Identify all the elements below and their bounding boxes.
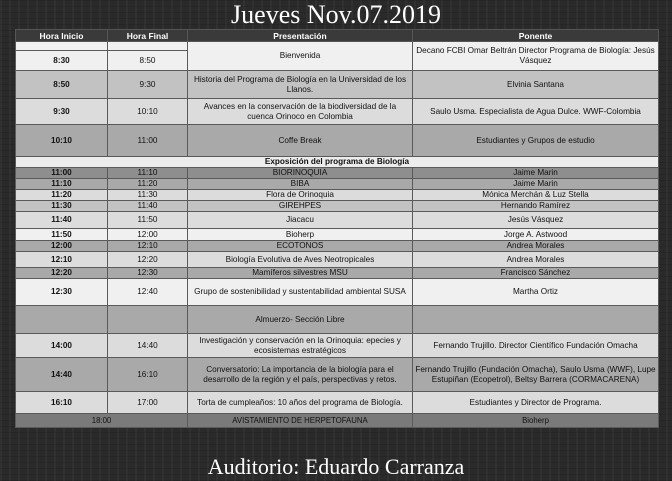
table-row (16, 392, 659, 414)
spacer-cell (16, 42, 108, 51)
table-row (16, 252, 659, 268)
presentacion-cell: Torta de cumpleaños: 10 años del programa de Biología. (188, 392, 413, 414)
ponente-cell: Martha Ortiz (413, 279, 659, 306)
table-row (16, 201, 659, 212)
section-header-row (16, 157, 659, 168)
table-row (16, 99, 659, 125)
table-row (16, 241, 659, 252)
hora-inicio-cell: 9:30 (16, 99, 108, 125)
presentacion-cell: Coffe Break (188, 125, 413, 157)
ponente-cell: Mónica Merchán & Luz Stella (413, 190, 659, 201)
hora-inicio-cell: 12:30 (16, 279, 108, 306)
hora-final-cell: 11:40 (108, 201, 188, 212)
ponente-cell: Estudiantes y Director de Programa. (413, 392, 659, 414)
hora-inicio-cell (16, 306, 108, 334)
presentacion-cell: Biología Evolutiva de Aves Neotropicales (188, 252, 413, 268)
hora-final-cell: 9:30 (108, 71, 188, 99)
table-row (16, 125, 659, 157)
presentacion-cell: GIREHPES (188, 201, 413, 212)
ponente-cell: Andrea Morales (413, 241, 659, 252)
presentacion-cell: Investigación y conservación en la Orinoquia: epecies y ecosistemas estratégicos (188, 334, 413, 358)
table-row (16, 306, 659, 334)
ponente-cell: Jesús Vásquez (413, 212, 659, 229)
header-presentacion: Presentación (188, 30, 413, 42)
presentacion-cell: Historia del Programa de Biología en la Universidad de los Llanos. (188, 71, 413, 99)
table-row (16, 268, 659, 279)
ponente-cell: Jorge A. Astwood (413, 229, 659, 241)
presentacion-cell: Flora de Orinoquia (188, 190, 413, 201)
hora-final-cell: 12:00 (108, 229, 188, 241)
ponente-cell: Fernando Trujillo (Fundación Omacha), Saulo Usma (WWF), Lupe Estupiñan (Ecopetrol), Beltsy Barrera (CORMACARENA) (413, 358, 659, 392)
hora-final-cell: 12:20 (108, 252, 188, 268)
presentacion-cell: BIORINOQUIA (188, 168, 413, 179)
table-row (16, 334, 659, 358)
hora-inicio-cell: 16:10 (16, 392, 108, 414)
spacer-cell (108, 42, 188, 51)
page-footer: Auditorio: Eduardo Carranza (207, 454, 465, 479)
ponente-cell (413, 306, 659, 334)
presentacion-cell: Mamíferos silvestres MSU (188, 268, 413, 279)
hora-inicio-cell: 10:10 (16, 125, 108, 157)
presentacion-cell: Jiacacu (188, 212, 413, 229)
hora-inicio-cell: 12:00 (16, 241, 108, 252)
hora-final-cell: 12:10 (108, 241, 188, 252)
hora-inicio-cell: 11:30 (16, 201, 108, 212)
hora-inicio-cell: 14:40 (16, 358, 108, 392)
table-row (16, 179, 659, 190)
hora-inicio-cell: 11:10 (16, 179, 108, 190)
presentacion-cell: ECOTONOS (188, 241, 413, 252)
hora-final-cell: 17:00 (108, 392, 188, 414)
hora-inicio-cell: 11:20 (16, 190, 108, 201)
header-hora-inicio: Hora Inicio (16, 30, 108, 42)
page-title: Jueves Nov.07.2019 (231, 0, 441, 29)
presentacion-cell: Conversatorio: La importancia de la biología para el desarrollo de la región y el país, perspectivas y retos. (188, 358, 413, 392)
hora-inicio-cell: 11:50 (16, 229, 108, 241)
ponente-cell: Saulo Usma. Especialista de Agua Dulce. WWF-Colombia (413, 99, 659, 125)
ponente-cell: Hernando Ramírez (413, 201, 659, 212)
presentacion-cell: BIBA (188, 179, 413, 190)
header-ponente: Ponente (413, 30, 659, 42)
header-hora-final: Hora Final (108, 30, 188, 42)
table-row (16, 279, 659, 306)
hora-final-cell: 14:40 (108, 334, 188, 358)
hora-final-cell: 11:50 (108, 212, 188, 229)
hora-inicio-cell: 18:00 (16, 414, 188, 428)
table-row (16, 358, 659, 392)
ponente-cell: Estudiantes y Grupos de estudio (413, 125, 659, 157)
table-row (16, 212, 659, 229)
table-row (16, 190, 659, 201)
section-title: Exposición del programa de Biología (16, 157, 659, 168)
presentacion-cell: AVISTAMIENTO DE HERPETOFAUNA (188, 414, 413, 428)
ponente-cell: Bioherp (413, 414, 659, 428)
hora-inicio-cell: 12:20 (16, 268, 108, 279)
presentacion-cell: Grupo de sostenibilidad y sustentabilidad ambiental SUSA (188, 279, 413, 306)
table-header-row (16, 30, 659, 42)
presentacion-cell: Almuerzo- Sección Libre (188, 306, 413, 334)
presentacion-cell: Avances en la conservación de la biodiversidad de la cuenca Orinoco en Colombia (188, 99, 413, 125)
hora-final-cell: 16:10 (108, 358, 188, 392)
table-spacer-row (16, 42, 659, 51)
table-row (16, 71, 659, 99)
hora-inicio-cell: 14:00 (16, 334, 108, 358)
hora-inicio-cell: 11:40 (16, 212, 108, 229)
ponente-cell: Jaime Marin (413, 179, 659, 190)
hora-inicio-cell: 8:50 (16, 71, 108, 99)
table-row (16, 168, 659, 179)
ponente-cell: Elvinia Santana (413, 71, 659, 99)
ponente-cell: Francisco Sánchez (413, 268, 659, 279)
hora-final-cell: 12:40 (108, 279, 188, 306)
ponente-cell: Jaime Marin (413, 168, 659, 179)
hora-final-cell: 11:20 (108, 179, 188, 190)
presentacion-cell: Bioherp (188, 229, 413, 241)
hora-inicio-cell: 11:00 (16, 168, 108, 179)
hora-final-cell: 8:50 (108, 51, 188, 71)
hora-final-cell: 10:10 (108, 99, 188, 125)
hora-inicio-cell: 12:10 (16, 252, 108, 268)
ponente-cell: Andrea Morales (413, 252, 659, 268)
hora-final-cell: 11:30 (108, 190, 188, 201)
hora-final-cell: 11:00 (108, 125, 188, 157)
schedule-table (15, 29, 659, 428)
hora-final-cell: 12:30 (108, 268, 188, 279)
hora-inicio-cell: 8:30 (16, 51, 108, 71)
ponente-cell: Fernando Trujillo. Director Científico Fundación Omacha (413, 334, 659, 358)
presentacion-cell: Bienvenida (188, 42, 413, 71)
table-row (16, 229, 659, 241)
hora-final-cell: 11:10 (108, 168, 188, 179)
ponente-cell: Decano FCBI Omar Beltrán Director Programa de Biología: Jesús Vásquez (413, 42, 659, 71)
table-row-last (16, 414, 659, 428)
hora-final-cell (108, 306, 188, 334)
